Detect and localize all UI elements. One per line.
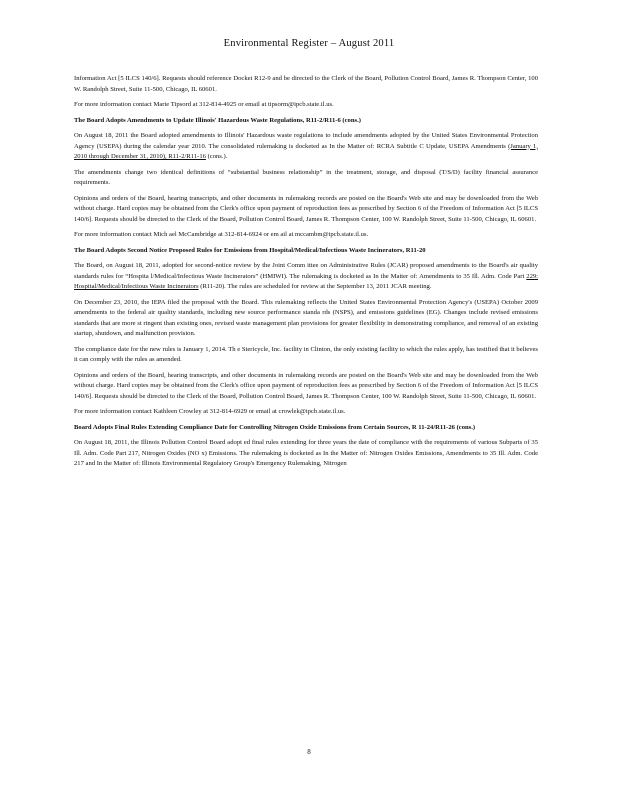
paragraph-iepa-proposal: On December 23, 2010, the IEPA filed the proposal with the Board. This rulemaking reflects the United States Environmental Protection Agency's (USEPA) October 2009 amendments to the federal air quality standards, including new source performance standa rds (NSPS), and emissions guidelines (EG). Changes include revised emissions standards that are more st ringent than existing ones, revised waste management plan provisions for greater flexibility in demonstrating compliance, and removal of an existing startup, shutdown, and malfunction provision.	[74, 298, 538, 337]
heading-nox: Board Adopts Final Rules Extending Compliance Date for Controlling Nitrogen Oxide Emissions from Certain Sources, R 11-24/R11-26 (cons.)	[74, 423, 476, 431]
paragraph-tail: (cons.).	[205, 153, 228, 160]
paragraph-text: On August 18, 2011 the Board adopted amendments to Illinois' Hazardous waste regulations to include amendments adopted by the United States Environmental Protection Agency (USEPA) during the calendar year 2010. The consolidated rulemaking is docketed as In the Matter of: RCRA Subtitle C Update, USEPA Amendments	[74, 132, 538, 150]
paragraph-contact-tipsord: For more information contact Marie Tipsord at 312-814-4925 or email at tipsorm@ipcb.state.il.us.	[74, 101, 334, 108]
page-body	[74, 74, 538, 475]
paragraph-hazardous-waste-adopted	[74, 131, 538, 163]
heading-hazardous-waste: The Board Adopts Amendments to Update Illinois' Hazardous Waste Regulations, R11-2/R11-6 (cons.)	[74, 116, 361, 124]
paragraph-amendments-definitions: The amendments change two identical definitions of “substantial business relationship” in the treatment, storage, and disposal (T/S/D) facility financial assurance requirements.	[74, 168, 538, 186]
page-number: 8	[307, 748, 311, 756]
paragraph-compliance-date: The compliance date for the new rules is January 1, 2014. Th e Stericycle, Inc. facility in Clinton, the only existing facility to which the rules apply, has testified that it believes it can comply with the rules as amended.	[74, 345, 538, 363]
paragraph-contact-crowley: For more information contact Kathleen Crowley at 312-814-6929 or email at crowlek@ipcb.state.il.us.	[74, 408, 346, 415]
paragraph-nox-adopted: On August 18, 2011, the Illinois Pollution Control Board adopt ed final rules extending for three years the date of compliance with the requirements of various Subparts of 35 Ill. Adm. Code Part 217, Nitrogen Oxides (NO x) Emissions. The rulemaking is docketed as In the Matter of: Nitrogen Oxides Emissions, Amendments to 35 Ill. Adm. Code 217 and In the Matter of: Illinois Environmental Regulatory Group's Emergency Rulemaking, Nitrogen	[74, 439, 538, 467]
paragraph-foia-continued: Information Act [5 ILCS 140/6]. Requests should reference Docket R12-9 and be directed to the Clerk of the Board, Pollution Control Board, James R. Thompson Center, 100 W. Randolph Street, Suite 11-500, Chicago, IL 60601.	[74, 75, 538, 93]
paragraph-hmiwi-adopted	[74, 261, 538, 293]
page-header: Environmental Register – August 2011	[223, 38, 395, 49]
docket-underline: 229: Hospital/Medical/Infectious Waste Incinerators	[74, 272, 538, 290]
paragraph-tail: (R11-20). The rules are scheduled for review at the September 13, 2011 JCAR meeting.	[198, 283, 432, 290]
paragraph-contact-mccambridge: For more information contact Mich ael McCambridge at 312-814-6924 or em ail at mccambm@ipcb.state.il.us.	[74, 231, 369, 238]
paragraph-opinions-orders-2: Opinions and orders of the Board, hearing transcripts, and other documents in rulemaking records are posted on the Board's Web site and may be downloaded from the Web without charge. Hard copies may be obtained from the Clerk's office upon payment of reproduction fees as prescribed by Section 6 of the Freedom of Information Act [5 ILCS 140/6]. Requests should be directed to the Clerk of the Board, Pollution Control Board, James R. Thompson Center, 100 W. Randolph Street, Suite 11-500, Chicago, IL 60601.	[74, 371, 538, 400]
heading-hmiwi: The Board Adopts Second Notice Proposed Rules for Emissions from Hospital/Medical/Infectious Waste Incinerators, R11-20	[74, 246, 426, 254]
paragraph-text: The Board, on August 18, 2011, adopted for second-notice review by the Joint Comm ittee on Administrative Rules (JCAR) proposed amendments to the Board's air quality standards rules for “Hospita l/Medical/Infectious Waste Incinerators” (HMIWI). The rulemaking is docketed as In the Matter of: Amendments to 35 Ill. Adm. Code Part	[74, 262, 538, 280]
docket-underline: (January 1, 2010 through December 31, 2010), R11-2/R11-16	[74, 142, 539, 160]
paragraph-opinions-orders: Opinions and orders of the Board, hearing transcripts, and other documents in rulemaking records are posted on the Board's Web site and may be downloaded from the Web without charge. Hard copies may be obtained from the Clerk's office upon payment of reproduction fees as prescribed by Section 6 of the Freedom of Information Act [5 ILCS 140/6]. Requests should be directed to the Clerk of the Board, Pollution Control Board, James R. Thompson Center, 100 W. Randolph Street, Suite 11-500, Chicago, IL 60601.	[74, 194, 538, 223]
